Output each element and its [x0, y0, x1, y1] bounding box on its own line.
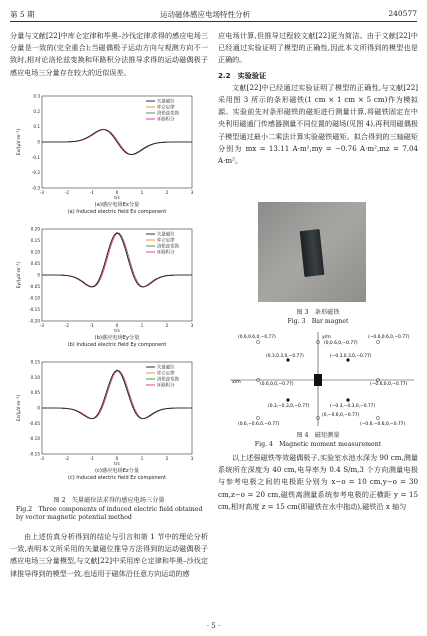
plot-caption-cn-0: (a)感应电场Ex分量 — [94, 202, 140, 208]
left-bottom-column — [10, 531, 208, 580]
xlabel-1: t/s — [114, 329, 120, 334]
page-number: · 5 · — [206, 622, 221, 630]
label-bottom-right: (−0.6,−0.6,0,−0.77) — [360, 422, 406, 427]
legend-label-2-1: 库仑定律 — [157, 371, 175, 377]
ytick-1-1: 0.15 — [30, 238, 40, 243]
figure-2-caption — [10, 497, 208, 523]
ytick-1-6: -0.10 — [29, 295, 40, 301]
legend-label-0-1: 库仑定律 — [157, 105, 175, 111]
xtick-0-2: -1 — [89, 190, 95, 195]
x-axis-label: x/m — [232, 380, 241, 385]
ylabel-1: Ey/(μV·m⁻¹) — [17, 261, 22, 289]
xtick-2-2: -1 — [89, 456, 95, 461]
xtick-0-5: 2 — [165, 190, 169, 195]
point-bottom-left — [256, 416, 259, 419]
point-mid-lower-right — [346, 398, 349, 401]
ytick-1-7: -0.15 — [29, 307, 40, 312]
ytick-2-0: 0.15 — [30, 359, 40, 365]
label-top-right: (−0.6,0.6,0,−0.77) — [368, 335, 410, 340]
xtick-0-0: -3 — [39, 190, 45, 195]
right-column — [218, 30, 418, 167]
section-heading: 2.2 实验验证 — [218, 70, 267, 80]
ytick-0-1: 0.2 — [33, 108, 40, 114]
bar-magnet-photo — [258, 202, 366, 302]
plot-caption-en-0: (a) Induced electric field Ex component — [67, 209, 167, 215]
xtick-1-6: 3 — [190, 323, 194, 328]
curve-vector-potential-0 — [42, 130, 192, 155]
label-bottom-mid: (0,−0.6,0,−0.77) — [322, 413, 360, 418]
xtick-2-0: -3 — [39, 456, 45, 461]
figure-2-caption-en: Fig.2 Three components of induced electric field obtained by vector magnetic potential method — [16, 505, 203, 521]
issue-number: 第 5 期 — [10, 10, 35, 19]
legend-label-2-0: 矢量磁位 — [157, 365, 175, 371]
xtick-1-1: -2 — [64, 323, 70, 328]
xtick-0-1: -2 — [64, 190, 70, 195]
ytick-2-6: -0.15 — [29, 451, 40, 457]
ytick-1-2: 0.10 — [30, 249, 40, 255]
left-top-paragraph: 分量与文献[22]中库仑定律和毕奥–沙伐定律求得的感应电场三分量是一致的(完全重合);当磁偶极子运动方向与观测方向不一致时,相对论洛伦兹变换和环路积分法推导求得的运动磁偶极子感应电场三分量存在较大的近似误差。 — [10, 31, 208, 77]
figure-4-caption-cn: 图 4 磁矩测量 — [296, 432, 340, 439]
figure-4-caption — [218, 432, 418, 449]
xtick-2-1: -2 — [64, 456, 70, 461]
left-bottom-paragraph: 由上述仿真分析得到的结论与引言和第 1 节中的理论分析一致,表明本文所采用的矢量磁位推导方法得到的运动磁偶极子感应电场三分量模型,与文献[22]中采用库仑定律和毕奥–沙伐定律推导得到的模型一致,也适用于磁体沿任意方向运动的感 — [10, 532, 208, 578]
ytick-0-5: -0.2 — [31, 170, 40, 176]
label-center-right: (−0.6,0,0,−0.77) — [370, 382, 408, 387]
xtick-0-6: 3 — [190, 190, 194, 195]
label-mid-upper-right: (−0.3,0.3,0,−0.77) — [330, 354, 372, 359]
legend-label-0-2: 洛伦兹变换 — [157, 111, 179, 117]
legend-label-1-3: 环路积分 — [157, 250, 175, 256]
xlabel-0: t/s — [114, 196, 120, 201]
right-bottom-paragraph: 以上述强磁铁等效磁偶极子,实验室水池水深为 90 cm,测量系统所在深度为 40 cm,电导率为 0.4 S/m,3 个方向测量电极与参考电极之间的电极距分别为 x−o = 10 cm,y−o = 30 cm,z−o = 20 cm,磁铁离测量系统参考电极的正横距 y = 15 cm,相对高度 z = 15 cm(即磁铁在水中拖动),磁铁沿 x 轴匀 — [218, 453, 418, 511]
xlabel-2: t/s — [114, 462, 120, 467]
label-top-mid: (0,0.6,0,−0.77) — [324, 341, 358, 346]
legend-label-1-1: 库仑定律 — [157, 238, 175, 244]
label-center-left: (0.6,0,0,−0.77) — [260, 382, 294, 387]
xtick-1-4: 1 — [140, 323, 144, 328]
xtick-0-3: 0 — [115, 190, 119, 195]
bar-magnet-image — [300, 229, 325, 277]
right-top-paragraph: 应电场计算,但推导过程较文献[22]更为简洁。由于文献[22]中已经通过实验证明了模型的正确性,因此本文所得到的模型也是正确的。 — [218, 31, 418, 65]
ytick-0-0: 0.3 — [33, 93, 40, 99]
ytick-0-3: 0 — [37, 139, 40, 145]
xtick-1-5: 2 — [165, 323, 169, 328]
ytick-2-5: -0.10 — [29, 436, 40, 442]
xtick-0-4: 1 — [140, 190, 144, 195]
left-column — [10, 30, 208, 79]
magnet-marker — [314, 374, 322, 386]
label-mid-upper-left: (0.3,0.3,0,−0.77) — [266, 354, 304, 359]
plot-caption-cn-2: (c)感应电场Ez分量 — [94, 468, 140, 474]
legend-label-1-0: 矢量磁位 — [157, 232, 175, 238]
point-bottom-right — [376, 416, 379, 419]
running-header — [10, 8, 417, 22]
point-top-right — [376, 340, 379, 343]
figure-2-plots — [10, 92, 208, 492]
ytick-1-8: -0.20 — [29, 318, 40, 324]
point-top-left — [256, 340, 259, 343]
xtick-2-5: 2 — [165, 456, 169, 461]
ytick-0-6: -0.3 — [31, 185, 40, 191]
article-code: 240577 — [388, 9, 417, 18]
ytick-2-3: 0 — [37, 405, 40, 411]
figure-3-caption-cn: 图 3 条形磁铁 — [296, 309, 340, 316]
figure-3-caption — [218, 309, 418, 326]
ylabel-0: Ex/(μV·m⁻¹) — [17, 128, 22, 156]
xtick-2-3: 0 — [115, 456, 119, 461]
plot-caption-en-2: (c) Induced electric field Ez component — [68, 475, 166, 481]
label-bottom-left: (0.6,−0.6,0,−0.77) — [238, 422, 280, 427]
label-mid-lower-right: (−0.3,−0.3,0,−0.77) — [330, 404, 376, 409]
xtick-1-0: -3 — [39, 323, 45, 328]
figure-3-caption-en: Fig. 3 Bar magnet — [287, 317, 349, 325]
figure-4-diagram — [218, 330, 418, 430]
xtick-1-2: -1 — [89, 323, 95, 328]
legend-label-0-0: 矢量磁位 — [157, 99, 175, 105]
figure-4-caption-en: Fig. 4 Magnetic moment measurement — [254, 440, 382, 448]
label-top-left: (0.6,0.6,0,−0.77) — [238, 335, 276, 340]
right-bottom-column — [218, 452, 418, 513]
legend-label-0-3: 环路积分 — [157, 117, 175, 123]
ytick-1-4: 0 — [37, 272, 40, 278]
ylabel-2: Ez/(μV·m⁻¹) — [17, 394, 22, 422]
ytick-0-2: 0.1 — [33, 124, 40, 130]
plot-caption-en-1: (b) Induced electric field Ey component — [67, 342, 167, 348]
ytick-2-1: 0.10 — [30, 374, 40, 380]
legend-label-2-2: 洛伦兹变换 — [157, 377, 179, 383]
legend-label-1-2: 洛伦兹变换 — [157, 244, 179, 250]
legend-label-2-3: 环路积分 — [157, 383, 175, 389]
ytick-1-3: 0.05 — [30, 261, 40, 266]
ytick-1-5: -0.05 — [29, 284, 40, 289]
right-mid-paragraph: 文献[22]中已经通过实验证明了模型的正确性,与文献[22]采用图 3 所示的条形磁铁(1 cm × 1 cm × 5 cm)作为模拟源。实验前先对条形磁铁的磁矩进行测量计算,将磁铁固定在中央利用磁通门传感器测量不同位置的磁场(见图 4),再利用磁偶极子模型通过最小二乘法计算实验磁铁磁矩。拟合得到的三轴磁矩分别为 mx = 13.11 A·m²,my = −0.76 A·m²,mz = 7.04 A·m²。 — [218, 82, 418, 166]
figure-2-caption-cn: 图 2 矢量磁位法求得的感应电场三分量 — [53, 497, 165, 504]
label-mid-lower-left: (0.3,−0.3,0,−0.77) — [268, 404, 310, 409]
plot-caption-cn-1: (b)感应电场Ey分量 — [94, 335, 140, 341]
point-mid-lower-left — [286, 398, 289, 401]
ytick-1-0: 0.20 — [30, 226, 40, 232]
ytick-2-4: -0.05 — [29, 420, 40, 426]
xtick-2-4: 1 — [140, 456, 144, 461]
xtick-2-6: 3 — [190, 456, 194, 461]
ytick-0-4: -0.1 — [31, 154, 40, 160]
y-axis-label: y/m — [322, 335, 331, 340]
ytick-2-2: 0.05 — [30, 390, 40, 396]
xtick-1-3: 0 — [115, 323, 119, 328]
journal-title: 运动磁体感应电场特性分析 — [160, 10, 250, 19]
